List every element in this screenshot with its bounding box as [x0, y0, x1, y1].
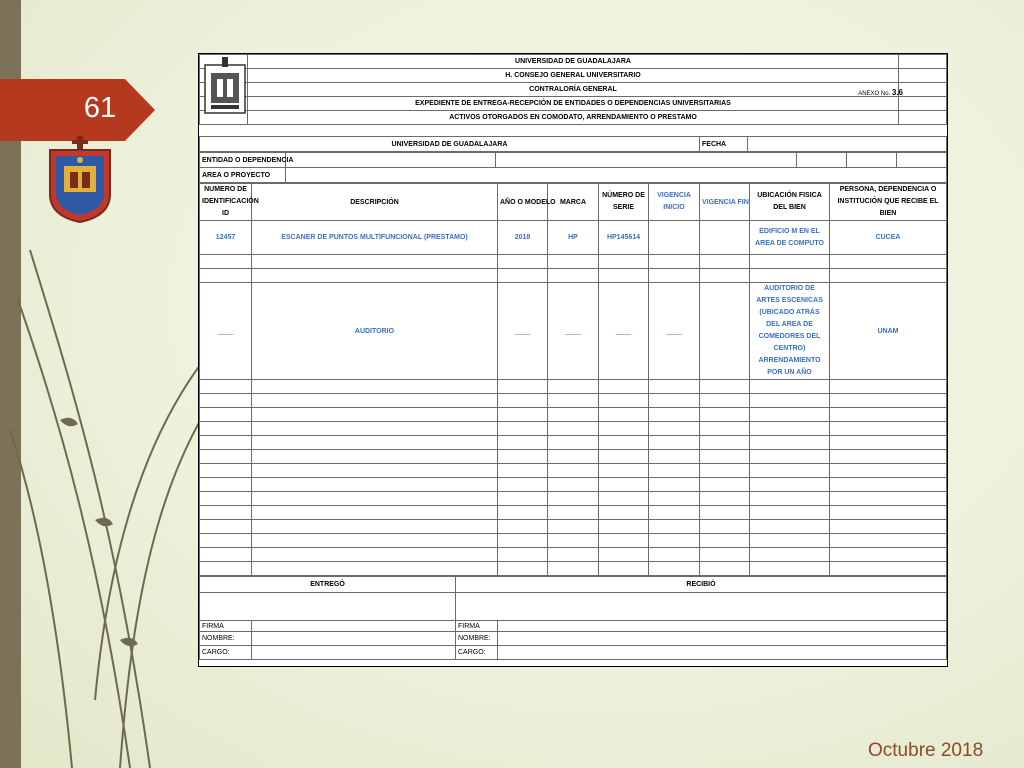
col-header-anio: AÑO O MODELO: [498, 184, 548, 221]
col-header-ubicacion: UBICACIÓN FISICA DEL BIEN: [750, 184, 830, 221]
header-line-4: EXPEDIENTE DE ENTREGA-RECEPCIÓN DE ENTIDADES O DEPENDENCIAS UNIVERSITARIAS: [248, 97, 899, 111]
table-row: [200, 506, 947, 520]
table-row: [200, 520, 947, 534]
area-label: AREA O PROYECTO: [200, 168, 286, 183]
cell-inicio: ____: [649, 283, 700, 380]
header-line-2: H. CONSEJO GENERAL UNIVERSITARIO: [248, 69, 899, 83]
fecha-field[interactable]: [748, 137, 947, 152]
cell-inicio: [649, 221, 700, 255]
form-header: [199, 54, 947, 125]
cell-ubicacion: AUDITORIO DE ARTES ESCENICAS (UBICADO ATRÁS DEL AREA DE COMEDORES DEL CENTRO) ARRENDAMIENTO POR UN AÑO: [750, 283, 830, 380]
table-row: [200, 534, 947, 548]
cell-id: 12457: [200, 221, 252, 255]
area-field[interactable]: [286, 168, 947, 183]
cell-id: ____: [200, 283, 252, 380]
col-header-vigencia-fin: VIGENCIA FIN: [700, 184, 750, 221]
entrego-cargo-label: CARGO:: [200, 646, 252, 660]
table-row: [200, 450, 947, 464]
anexo-label: ANEXO No.: [858, 91, 891, 97]
cell-descripcion: ESCANER DE PUNTOS MULTIFUNCIONAL (PRESTAMO): [252, 221, 498, 255]
slide-number: 61: [83, 92, 117, 124]
table-row: [200, 394, 947, 408]
cell-marca: ____: [548, 283, 599, 380]
entrego-cargo-field[interactable]: [252, 646, 456, 660]
col-header-serie: NÚMERO DE SERIE: [599, 184, 649, 221]
entidad-label: ENTIDAD O DEPENDENCIA: [200, 153, 286, 168]
recibio-nombre-field[interactable]: [498, 632, 947, 646]
entrego-label: ENTREGÓ: [200, 577, 456, 593]
table-row: [200, 422, 947, 436]
info-table: [199, 136, 947, 152]
fecha-label: FECHA: [700, 137, 748, 152]
col-header-marca: MARCA: [548, 184, 599, 221]
recibio-cargo-label: CARGO:: [456, 646, 498, 660]
col-header-vigencia-inicio: VIGENCIA INICIO: [649, 184, 700, 221]
slide-number-badge: [0, 79, 155, 141]
entidad-table: [199, 152, 947, 183]
entrego-firma-label: FIRMA: [200, 621, 252, 632]
university-name: UNIVERSIDAD DE GUADALAJARA: [200, 137, 700, 152]
header-line-3: CONTRALORÍA GENERAL: [248, 83, 899, 97]
cell-persona: CUCEA: [830, 221, 947, 255]
cell-fin: [700, 221, 750, 255]
table-row: [200, 283, 947, 380]
table-row: [200, 380, 947, 394]
cell-marca: HP: [548, 221, 599, 255]
cell-serie: HP145614: [599, 221, 649, 255]
col-header-id: NUMERO DE IDENTIFICACIÓN ID: [200, 184, 252, 221]
anexo-value: 3.6: [891, 88, 903, 97]
table-row: [200, 548, 947, 562]
table-row: [200, 221, 947, 255]
cell-fin: [700, 283, 750, 380]
table-row: [200, 464, 947, 478]
cell-serie: ____: [599, 283, 649, 380]
table-row: [200, 562, 947, 576]
header-line-5: ACTIVOS OTORGADOS EN COMODATO, ARRENDAMIENTO O PRESTAMO: [248, 111, 899, 125]
entrego-nombre-field[interactable]: [252, 632, 456, 646]
col-header-persona: PERSONA, DEPENDENCIA O INSTITUCIÓN QUE RECIBE EL BIEN: [830, 184, 947, 221]
footer-date: Octubre 2018: [868, 740, 984, 761]
recibio-label: RECIBIÓ: [456, 577, 947, 593]
entrego-nombre-label: NOMBRE:: [200, 632, 252, 646]
recibio-cargo-field[interactable]: [498, 646, 947, 660]
anexo-number: [858, 88, 903, 97]
signature-table: [199, 576, 947, 660]
assets-table: [199, 183, 947, 576]
cell-ubicacion: EDIFICIO M EN EL AREA DE COMPUTO: [750, 221, 830, 255]
udg-seal-logo: [203, 57, 247, 115]
entrego-firma-field[interactable]: [252, 621, 456, 632]
table-row: [200, 408, 947, 422]
table-row: [200, 492, 947, 506]
university-crest-logo: [46, 136, 114, 222]
header-line-1: UNIVERSIDAD DE GUADALAJARA: [248, 55, 899, 69]
table-row: [200, 436, 947, 450]
recibio-firma-field[interactable]: [498, 621, 947, 632]
table-row: [200, 478, 947, 492]
recibio-nombre-label: NOMBRE:: [456, 632, 498, 646]
table-header-row: [200, 184, 947, 221]
entidad-field[interactable]: [286, 153, 496, 168]
cell-anio: 2018: [498, 221, 548, 255]
entrega-recepcion-form: [198, 53, 948, 667]
table-row: [200, 255, 947, 269]
col-header-descripcion: DESCRIPCIÓN: [252, 184, 498, 221]
cell-descripcion: AUDITORIO: [252, 283, 498, 380]
table-row: [200, 269, 947, 283]
cell-persona: UNAM: [830, 283, 947, 380]
recibio-firma-label: FIRMA: [456, 621, 498, 632]
cell-anio: ____: [498, 283, 548, 380]
